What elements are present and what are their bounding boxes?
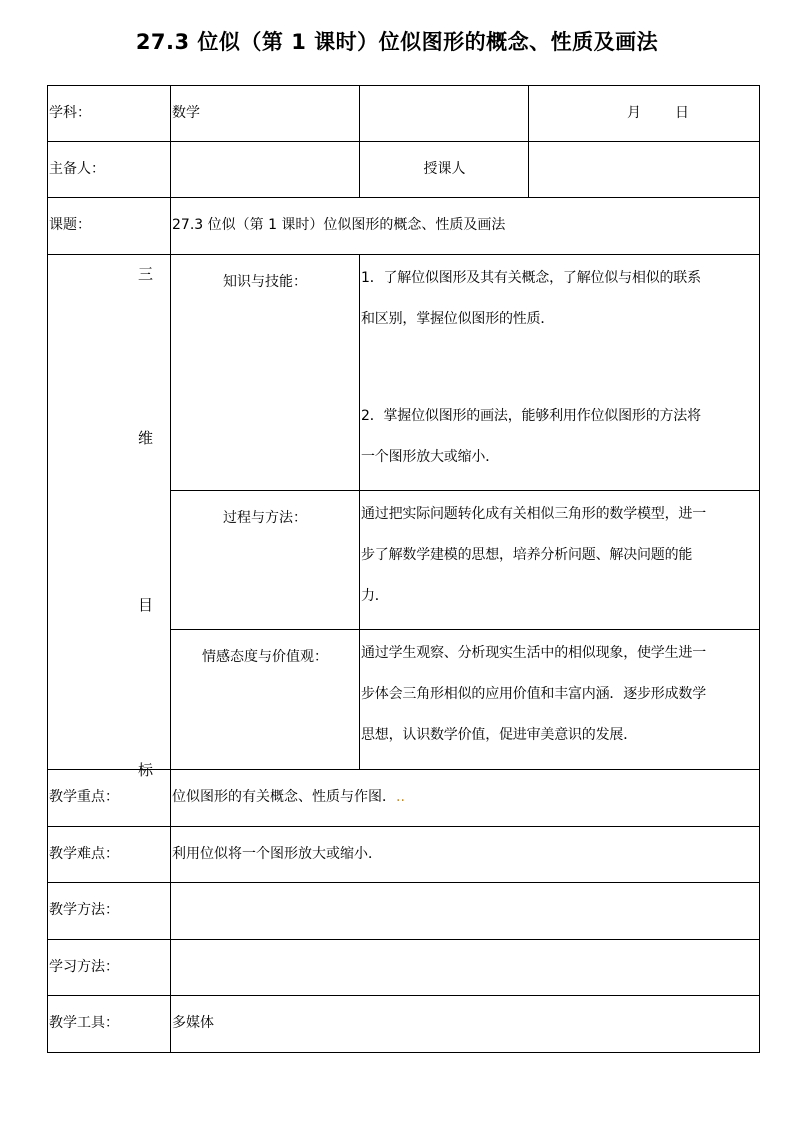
month-label: 月 [627, 105, 641, 121]
difficult-points-label: 教学难点： [48, 827, 171, 883]
emotion-content [360, 630, 760, 770]
process-line-2: 步了解数学建模的思想，培养分析问题、解决问题的能 [361, 547, 693, 563]
study-method-label: 学习方法： [48, 940, 171, 996]
three-dimension-goals-cell [48, 255, 171, 779]
side-char-2: 维 [137, 429, 153, 447]
page-title: 27.3 位似（第 1 课时）位似图形的概念、性质及画法 [135, 30, 659, 54]
emotion-line-2: 步体会三角形相似的应用价值和丰富内涵．逐步形成数学 [361, 686, 706, 702]
topic-label: 课题： [48, 198, 171, 255]
row-knowledge [48, 255, 760, 491]
knowledge-line-2: 和区别，掌握位似图形的性质． [361, 311, 555, 327]
row-study-method [48, 940, 760, 996]
process-content [360, 491, 760, 630]
key-points-value [171, 770, 760, 827]
knowledge-line-4: 一个图形放大或缩小． [361, 449, 499, 465]
lesson-plan-table [47, 85, 760, 1053]
difficult-points-value: 利用位似将一个图形放大或缩小． [171, 827, 760, 883]
teaching-tools-label: 教学工具： [48, 996, 171, 1053]
teaching-tools-value: 多媒体 [171, 996, 760, 1053]
side-char-4: 标 [137, 761, 153, 779]
row-teaching-tools [48, 996, 760, 1053]
subject-value: 数学 [171, 86, 360, 142]
key-points-label: 教学重点： [48, 770, 171, 827]
subject-label: 学科： [48, 86, 171, 142]
emotion-line-3: 思想，认识数学价值，促进审美意识的发展． [361, 727, 637, 743]
day-label: 日 [675, 105, 689, 121]
row-difficult-points [48, 827, 760, 883]
row-preparer [48, 142, 760, 198]
topic-value: 27.3 位似（第 1 课时）位似图形的概念、性质及画法 [171, 198, 760, 255]
preparer-value [171, 142, 360, 198]
knowledge-line-1: 1．了解位似图形及其有关概念，了解位似与相似的联系 [361, 270, 701, 286]
process-line-3: 力． [361, 588, 389, 604]
date-cell [529, 86, 760, 142]
teaching-method-value [171, 883, 760, 940]
process-line-1: 通过把实际问题转化成有关相似三角形的数学模型，进一 [361, 506, 706, 522]
side-char-3: 目 [137, 596, 153, 614]
study-method-value [171, 940, 760, 996]
emotion-label: 情感态度与价值观： [171, 630, 360, 770]
teacher-label: 授课人 [360, 142, 529, 198]
emotion-line-1: 通过学生观察、分析现实生活中的相似现象，使学生进一 [361, 645, 706, 661]
knowledge-line-3: 2．掌握位似图形的画法，能够利用作位似图形的方法将 [361, 408, 701, 424]
knowledge-content [360, 255, 760, 491]
preparer-label: 主备人： [48, 142, 171, 198]
row-key-points [48, 770, 760, 827]
teacher-value [529, 142, 760, 198]
row-subject [48, 86, 760, 142]
side-char-1: 三 [137, 265, 153, 283]
key-points-mark: .. [396, 789, 405, 805]
row-topic [48, 198, 760, 255]
process-label: 过程与方法： [171, 491, 360, 630]
teaching-method-label: 教学方法： [48, 883, 171, 940]
row-teaching-method [48, 883, 760, 940]
knowledge-label: 知识与技能： [171, 255, 360, 491]
key-points-text: 位似图形的有关概念、性质与作图． [172, 789, 396, 805]
subject-blank-cell [360, 86, 529, 142]
